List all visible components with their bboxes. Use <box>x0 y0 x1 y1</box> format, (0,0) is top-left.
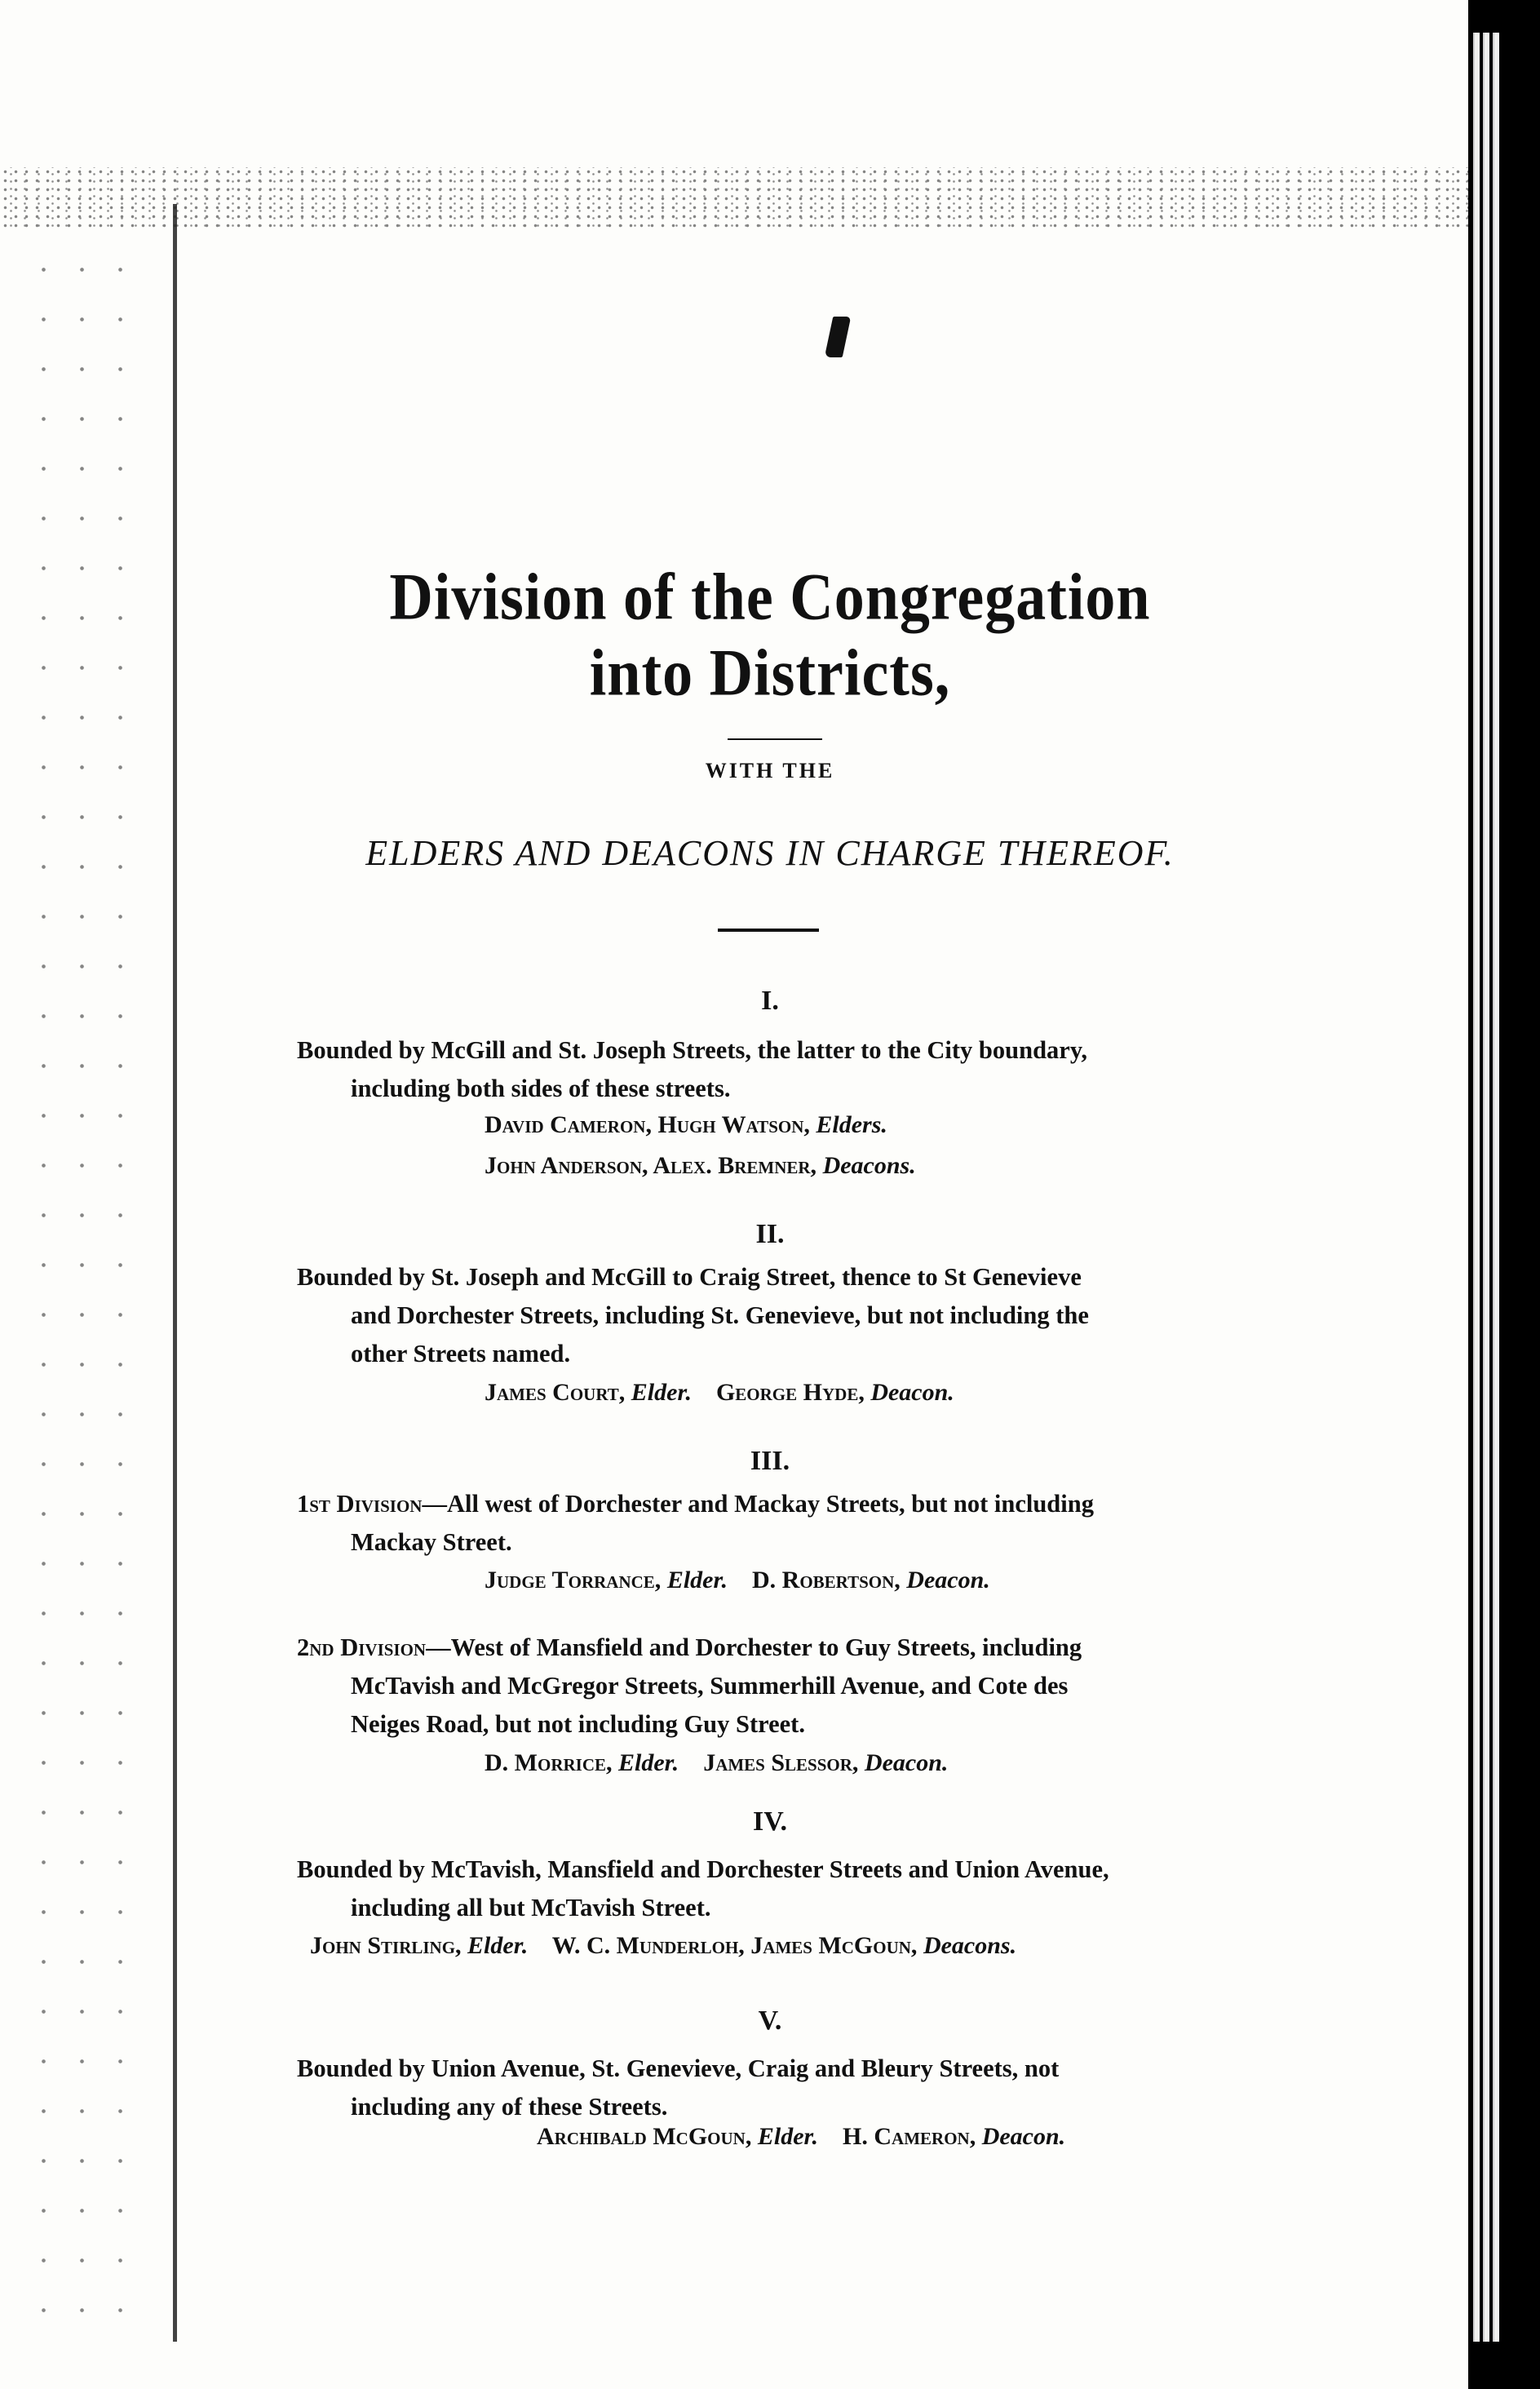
section-3-div1-deacon: D. Robertson, <box>752 1567 901 1593</box>
section-4-description-line: Bounded by McTavish, Mansfield and Dorchester Streets and Union Avenue, <box>297 1855 1109 1883</box>
section-4-deacons: W. C. Munderloh, James McGoun, <box>551 1932 918 1959</box>
section-numeral-2: II. <box>755 1219 785 1249</box>
section-5-elder-role: Elder. <box>757 2123 819 2150</box>
section-numeral-5: V. <box>758 2006 782 2036</box>
section-2-elder: James Court, <box>485 1379 626 1406</box>
section-4-description <box>297 1850 1235 1927</box>
section-2-officers <box>485 1379 954 1407</box>
section-2-description-cont1: and Dorchester Streets, including St. Genevieve, but not including the <box>351 1301 1089 1329</box>
section-3-div2-description <box>297 1629 1235 1744</box>
section-3-div2-officers <box>485 1749 948 1777</box>
section-2-description-cont2: other Streets named. <box>351 1340 571 1367</box>
section-3-div2-elder: D. Morrice, <box>485 1749 613 1776</box>
section-3-div1-description-cont: Mackay Street. <box>351 1528 512 1556</box>
section-3-div1-officers <box>485 1567 990 1594</box>
section-1-elders <box>485 1111 887 1139</box>
section-1-description-cont: including both sides of these streets. <box>351 1075 731 1102</box>
section-2-elder-role: Elder. <box>631 1379 692 1406</box>
section-5-description <box>297 2050 1235 2126</box>
section-4-elder-role: Elder. <box>467 1932 529 1959</box>
section-5-deacon: H. Cameron, <box>843 2123 976 2150</box>
section-2-deacon: George Hyde, <box>715 1379 865 1406</box>
section-1-elder-names: David Cameron, Hugh Watson, <box>485 1111 810 1138</box>
section-numeral-4: IV. <box>753 1806 787 1837</box>
section-1-deacon-names: John Anderson, Alex. Bremner, <box>485 1152 817 1179</box>
section-1-description-line: Bounded by McGill and St. Joseph Streets, the latter to the City boundary, <box>297 1036 1088 1064</box>
section-numeral-1: I. <box>761 986 779 1016</box>
subtitle-rule <box>718 929 819 932</box>
section-numeral-3: III. <box>750 1446 790 1476</box>
section-2-description-line: Bounded by St. Joseph and McGill to Craig Street, thence to St Genevieve <box>297 1263 1082 1291</box>
section-3-div2-deacon: James Slessor, <box>703 1749 859 1776</box>
section-3-div1-deacon-role: Deacon. <box>906 1567 990 1593</box>
section-1-deacons-role: Deacons. <box>822 1152 916 1179</box>
with-label: WITH THE <box>705 759 835 782</box>
page-edge-1 <box>1473 33 1480 2342</box>
title-line-1: Division of the Congregation <box>389 560 1151 635</box>
section-5-elder: Archibald McGoun, <box>537 2123 752 2150</box>
section-3-div2-elder-role: Elder. <box>618 1749 679 1776</box>
section-3-div2-description-cont1: McTavish and McGregor Streets, Summerhill Avenue, and Cote des <box>351 1672 1069 1700</box>
section-3-div1-description-line: —All west of Dorchester and Mackay Streets, but not including <box>422 1490 1094 1518</box>
section-2-description <box>297 1258 1235 1373</box>
section-1-elders-role: Elders. <box>816 1111 887 1138</box>
section-4-deacons-role: Deacons. <box>923 1932 1017 1959</box>
title-line-2: into Districts, <box>589 636 951 711</box>
section-3-div1-description <box>297 1485 1235 1562</box>
section-4-officers <box>310 1932 1016 1960</box>
title-rule <box>728 738 822 740</box>
section-5-description-line: Bounded by Union Avenue, St. Genevieve, Craig and Bleury Streets, not <box>297 2054 1060 2082</box>
section-3-div1-elder-role: Elder. <box>666 1567 728 1593</box>
section-4-description-cont: including all but McTavish Street. <box>351 1894 711 1921</box>
section-1-deacons <box>485 1152 916 1180</box>
section-3-div2-description-line: —West of Mansfield and Dorchester to Guy Streets, including <box>426 1633 1082 1661</box>
section-3-div2-description-cont2: Neiges Road, but not including Guy Street. <box>351 1710 805 1738</box>
section-3-div1-elder: Judge Torrance, <box>485 1567 662 1593</box>
section-5-description-cont: including any of these Streets. <box>351 2093 668 2121</box>
section-3-div2-label: 2nd Division <box>297 1633 427 1661</box>
print-specks-top <box>0 167 1468 228</box>
section-3-div1-label: 1st Division <box>297 1490 423 1518</box>
section-5-officers <box>537 2123 1065 2151</box>
section-1-description <box>297 1031 1235 1108</box>
page-edge-3 <box>1493 33 1499 2342</box>
subtitle: ELDERS AND DEACONS IN CHARGE THEREOF. <box>365 833 1175 873</box>
section-5-deacon-role: Deacon. <box>981 2123 1066 2150</box>
section-2-deacon-role: Deacon. <box>870 1379 954 1406</box>
ornament-mark <box>825 317 852 357</box>
page-edge-2 <box>1483 33 1489 2342</box>
section-4-elder: John Stirling, <box>310 1932 462 1959</box>
section-3-div2-deacon-role: Deacon. <box>864 1749 949 1776</box>
